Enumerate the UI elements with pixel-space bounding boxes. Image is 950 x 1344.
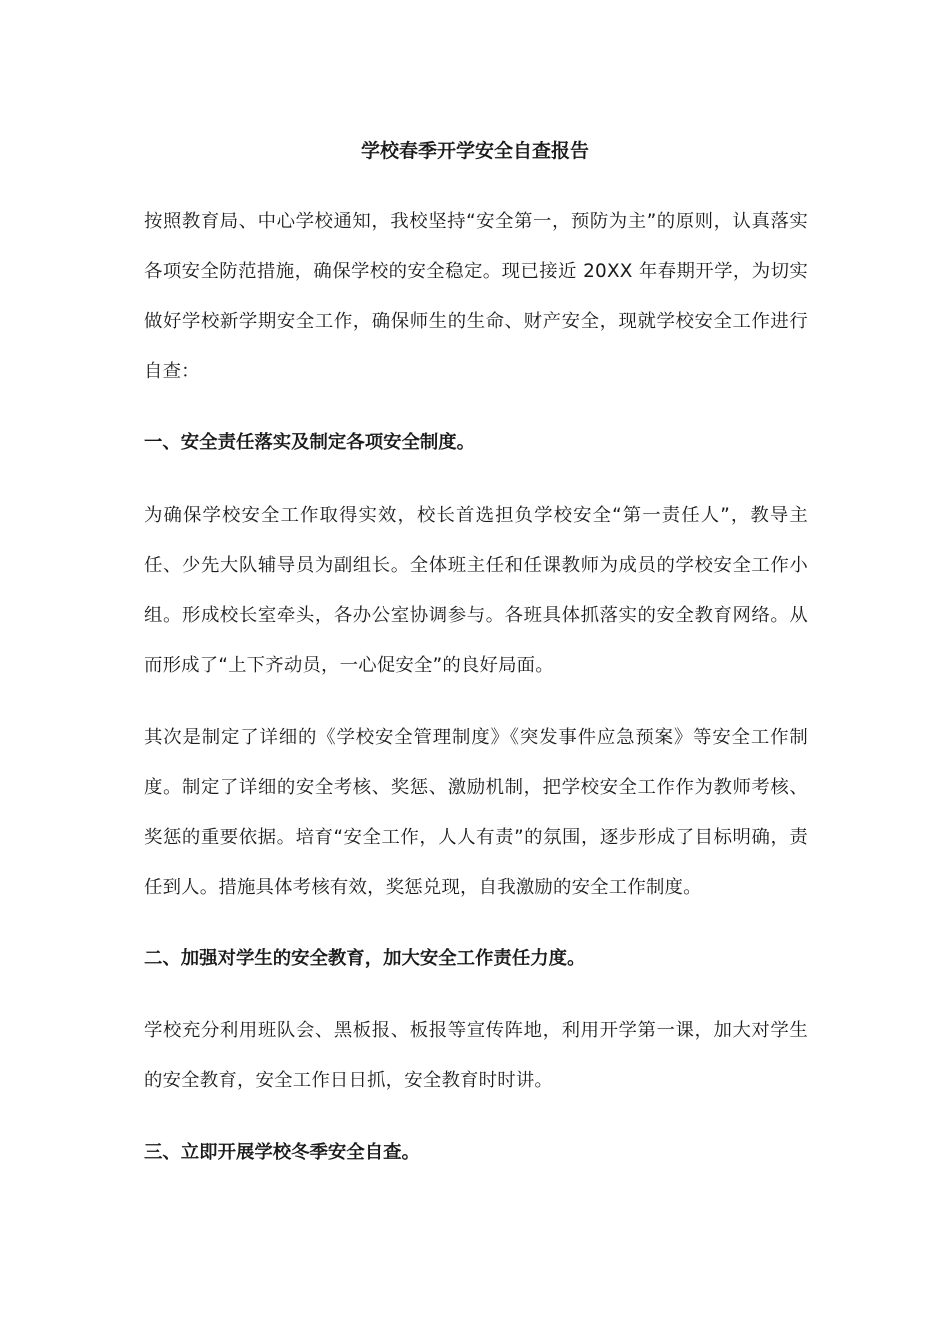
section-1-paragraph-1: 为确保学校安全工作取得实效，校长首选担负学校安全“第一责任人”，教导主任、少先大队辅导员为副组长。全体班主任和任课教师为成员的学校安全工作小组。形成校长室牵头，各办公室协调参与。各班具体抓落实的安全教育网络。从而形成了“上下齐动员，一心促安全”的良好局面。 bbox=[144, 505, 808, 676]
intro-paragraph: 按照教育局、中心学校通知，我校坚持“安全第一，预防为主”的原则，认真落实各项安全防范措施，确保学校的安全稳定。现已接近 20XX 年春期开学，为切实做好学校新学期安全工作，确保师生的生命、财产安全，现就学校安全工作进行自查： bbox=[144, 211, 808, 382]
section-2-paragraph-1: 学校充分利用班队会、黑板报、板报等宣传阵地，利用开学第一课，加大对学生的安全教育，安全工作日日抓，安全教育时时讲。 bbox=[144, 1020, 808, 1091]
section-3-heading: 三、立即开展学校冬季安全自查。 bbox=[144, 1142, 420, 1163]
section-1-heading: 一、安全责任落实及制定各项安全制度。 bbox=[144, 432, 476, 453]
section-2-heading: 二、加强对学生的安全教育，加大安全工作责任力度。 bbox=[144, 948, 586, 969]
document-title: 学校春季开学安全自查报告 bbox=[360, 140, 589, 162]
section-1-paragraph-2: 其次是制定了详细的《学校安全管理制度》《突发事件应急预案》等安全工作制度。制定了详细的安全考核、奖惩、激励机制，把学校安全工作作为教师考核、奖惩的重要依据。培育“安全工作，人人有责”的氛围，逐步形成了目标明确，责任到人。措施具体考核有效，奖惩兑现，自我激励的安全工作制度。 bbox=[144, 727, 808, 898]
